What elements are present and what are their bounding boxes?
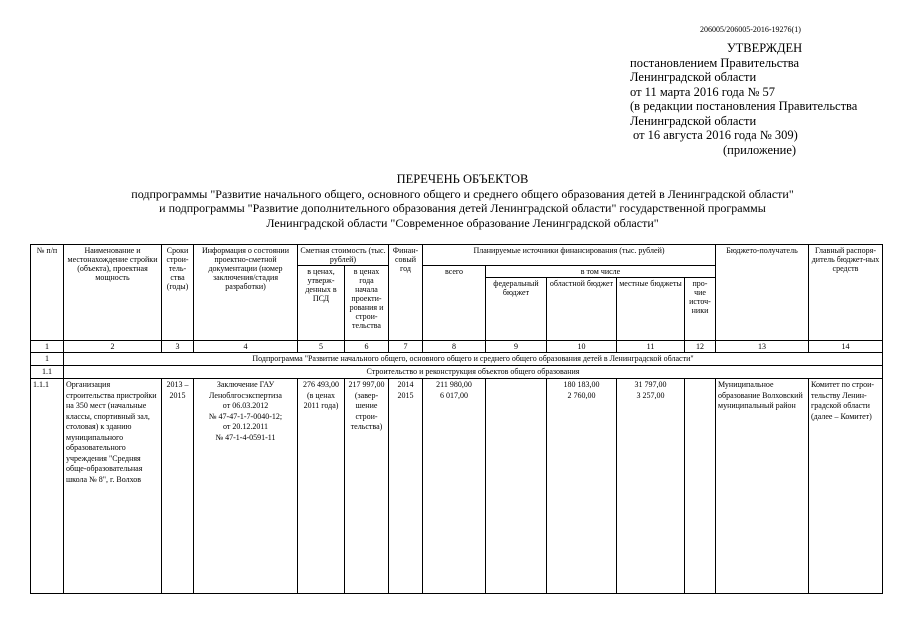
column-number: 3 <box>162 341 194 353</box>
header-local: местные бюджеты <box>617 278 685 341</box>
section-title: Строительство и реконструкция объектов общего образования <box>64 366 883 379</box>
row-info <box>194 379 298 594</box>
approval-title: УТВЕРЖДЕН <box>726 41 803 55</box>
row-total: 6 017,00 <box>440 390 468 400</box>
row-info-line: от 20.12.2011 <box>222 422 269 431</box>
header-other: про-чие источ-ники <box>685 278 716 341</box>
header-total: всего <box>423 266 486 341</box>
header-cost-approved: в ценах, утверж-денных в ПСД <box>298 266 345 341</box>
row-cost-approved: 276 493,00 (в ценах 2011 года) <box>298 379 345 594</box>
row-other <box>685 379 716 594</box>
approval-line: (в редакции постановления Правительства <box>630 99 858 113</box>
objects-table <box>30 244 883 594</box>
header-recipient: Бюджето-получатель <box>716 245 809 341</box>
row-info-line: № 47-1-4-0591-11 <box>215 432 276 442</box>
document-titles <box>40 172 885 230</box>
approval-line: от 11 марта 2016 года № 57 <box>630 84 775 99</box>
header-terms: Сроки строи-тель-ства (годы) <box>162 245 194 341</box>
column-number: 11 <box>617 341 685 353</box>
header-manager: Главный распоря-дитель бюджет-ных средств <box>809 245 883 341</box>
row-local-value: 31 797,00 <box>634 380 667 389</box>
header-including: в том числе <box>486 266 716 278</box>
column-number: 9 <box>486 341 547 353</box>
header-sources: Планируемые источники финансирования (тыс. рублей) <box>423 245 716 266</box>
header-num: № п/п <box>31 245 64 341</box>
column-number: 6 <box>345 341 389 353</box>
column-number: 13 <box>716 341 809 353</box>
column-number: 14 <box>809 341 883 353</box>
document-title: ПЕРЕЧЕНЬ ОБЪЕКТОВ <box>396 172 529 186</box>
header-info: Информация о состоянии проектно-сметной документации (номер заключения/стадия разработки) <box>194 245 298 341</box>
row-regional-value: 2 760,00 <box>567 390 596 400</box>
column-number: 10 <box>547 341 617 353</box>
column-number: 12 <box>685 341 716 353</box>
row-num: 1.1.1 <box>31 379 64 594</box>
column-number: 7 <box>389 341 423 353</box>
row-year: 2015 <box>397 390 414 400</box>
row-cost-start: 217 997,00 (завер-шение строи-тельства) <box>345 379 389 594</box>
row-info-line: № 47-47-1-7-0040-12; <box>208 411 283 421</box>
row-year: 2014 <box>397 380 414 389</box>
row-name: Организация строительства пристройки на 350 мест (начальные классы, спортивный зал, столовая) к зданию муниципального образовательного учреждения "Средняя обще-образовательная школа № 8", г. Волхов <box>64 379 162 594</box>
header-cost-start: в ценах года начала проекти-рования и строи-тельства <box>345 266 389 341</box>
row-recipient: Муниципальное образование Волховский муниципальный район <box>716 379 809 594</box>
section-row <box>31 366 883 379</box>
section-num: 1 <box>31 353 64 366</box>
approval-line: (приложение) <box>723 142 797 157</box>
document-subtitle: и подпрограммы "Развитие дополнительного образования детей Ленинградской области" государственной программы <box>159 201 766 215</box>
column-number-row <box>31 341 883 353</box>
header-fin-year: Финан-совый год <box>389 245 423 341</box>
row-total: 211 980,00 <box>436 380 472 389</box>
row-federal <box>486 379 547 594</box>
row-manager: Комитет по строи-тельству Ленин-градской области (далее – Комитет) <box>809 379 883 594</box>
header-name: Наименование и местонахождение стройки (объекта), проектная мощность <box>64 245 162 341</box>
row-info-line: Заключение ГАУ <box>216 380 275 389</box>
header-cost: Сметная стоимость (тыс. рублей) <box>298 245 389 266</box>
column-number: 5 <box>298 341 345 353</box>
row-years <box>389 379 423 594</box>
row-totals <box>423 379 486 594</box>
document-code: 206005/206005-2016-19276(1) <box>700 25 801 34</box>
row-local <box>617 379 685 594</box>
section-row <box>31 353 883 366</box>
section-title: Подпрограмма "Развитие начального общего, основного общего и среднего общего образования детей в Ленинградской области" <box>64 353 883 366</box>
row-info-line: Леноблгосэкспертиза <box>209 390 282 400</box>
column-number: 1 <box>31 341 64 353</box>
approval-line: Ленинградской области <box>630 70 757 84</box>
approval-line: Ленинградской области <box>630 113 757 128</box>
row-regional-value: 180 183,00 <box>563 380 600 389</box>
table-row <box>31 379 883 594</box>
approval-line: от 16 августа 2016 года № 309) <box>633 128 798 142</box>
column-number: 4 <box>194 341 298 353</box>
header-regional: областной бюджет <box>547 278 617 341</box>
section-num: 1.1 <box>31 366 64 379</box>
header-row <box>31 245 883 266</box>
row-terms: 2013 – 2015 <box>162 379 194 594</box>
column-number: 8 <box>423 341 486 353</box>
row-regional <box>547 379 617 594</box>
approval-line: постановлением Правительства <box>630 55 800 70</box>
approval-block <box>627 41 902 157</box>
row-info-line: от 06.03.2012 <box>222 401 269 410</box>
document-subtitle: подпрограммы "Развитие начального общего, основного общего и среднего общего образования детей в Ленинградской области" <box>131 186 794 201</box>
header-federal: федеральный бюджет <box>486 278 547 341</box>
document-subtitle: Ленинградской области "Современное образование Ленинградской области" <box>266 215 659 230</box>
row-local-value: 3 257,00 <box>636 390 665 400</box>
column-number: 2 <box>64 341 162 353</box>
